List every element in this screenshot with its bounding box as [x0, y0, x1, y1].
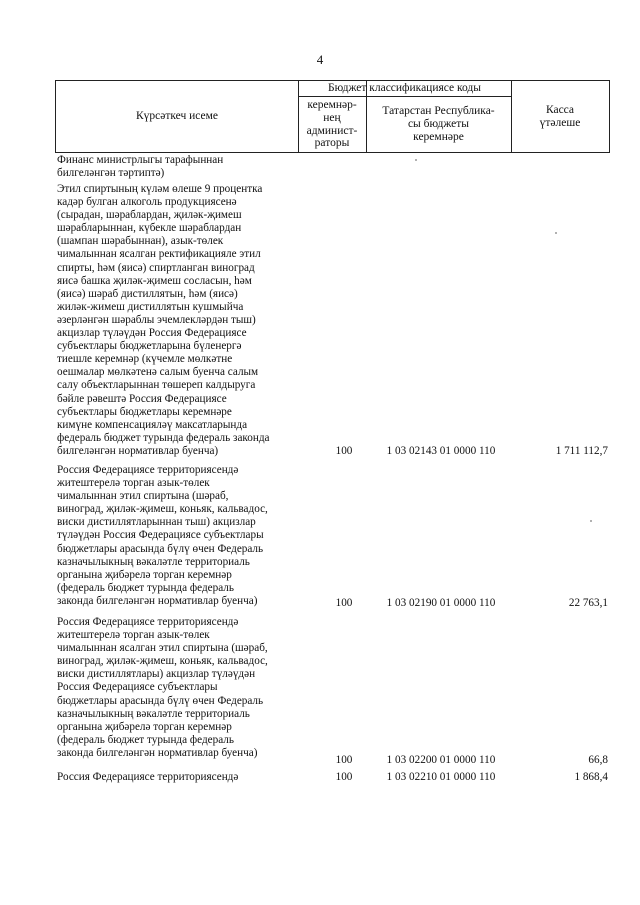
row-indicator-text: Россия Федерациясе территориясендә [57, 771, 239, 783]
scan-speck [590, 520, 592, 522]
scan-speck [555, 232, 557, 234]
header-admin: керемнәр- нең админист- раторы [306, 98, 358, 150]
row-amount: 22 763,1 [568, 597, 608, 609]
header-budget-codes: Бюджет классификациясе коды [328, 82, 481, 95]
row-revenue-code: 1 03 02190 01 0000 110 [386, 597, 496, 609]
row-admin-code: 100 [335, 754, 353, 766]
row-revenue-code: 1 03 02143 01 0000 110 [386, 445, 496, 457]
scan-speck [415, 159, 417, 161]
row-indicator-text: Этил спиртының күләм өлеше 9 процентка кадәр булган алкоголь продукциясенә (сырадан, шәраблардан, җиләк-җимеш шәрабларыннан, күбекле шәраблардан (шампан шәрабыннан), азык-төлек чималыннан ясалган ректификацияле этил спирты, һәм (яисә) спиртланган виноград яисә башка җиләк-җимеш сосласын, һәм (яисә) шәраб дистиллятын, һәм (яисә) жиләк-жимеш дистиллятын кушмыйча әзерләнгән шәраблы эчемлекләрдән тыш) акцизлар түләүдән Россия Федерациясе субъектлары бюджетларына бүленергә тиешле керемнәр (күчемле мөлкәтне оешмалар мөлкәтенә салым буенча салым салу объектларыннан төшереп калдыруга бәйле рәвештә Россия Федерациясе субъектлары бюджетлары керемнәре кимүне компенсацияләү максатларында федераль бюджет турында федераль законда билгеләнгән нормативлар буенча) [57, 183, 270, 457]
row-indicator-text: Россия Федерациясе территориясендә житештерелә торган азык-төлек чималыннан ясалган этил спиртына (шәраб, виноград, җиләк-җимеш, коньяк, кальвадос, виски дистиллятлары) акцизлар түләүдән Россия Федерациясе субъектлары бюджетлары арасында бүлү өчен Федераль казначылыкның вәкаләтле территориаль органына җибәрелә торган керемнәр (федераль бюджет турында федераль законда билгеләнгән нормативлар буенча) [57, 616, 268, 759]
row-revenue-code: 1 03 02210 01 0000 110 [386, 771, 496, 783]
header-revenue-code: Татарстан Республика- сы бюджеты керемнәре [382, 105, 495, 143]
row-admin-code: 100 [335, 597, 353, 609]
row-admin-code: 100 [335, 445, 353, 457]
row-indicator-text: Россия Федерациясе территориясендә житештерелә торган азык-төлек чималыннан этил спиртына (шәраб, виноград, җиләк-җимеш, коньяк, кальвадос, виски дистиллятларыннан тыш) акцизлар түләүдән Россия Федерациясе субъектлары бюджетлары арасында бүлү өчен Федераль казначылыкның вәкаләтле территориаль органына җибәрелә торган керемнәр (федераль бюджет турында федераль законда билгеләнгән нормативлар буенча) [57, 464, 268, 607]
page-number: 4 [316, 52, 324, 67]
table-header [55, 80, 610, 153]
header-indicator-name: Күрсәткеч исеме [135, 110, 219, 123]
row-amount: 66,8 [588, 754, 608, 766]
row-indicator-text: Финанс министрлыгы тарафыннан билгеләнгән тәртиптә) [57, 154, 224, 180]
row-revenue-code: 1 03 02200 01 0000 110 [386, 754, 496, 766]
header-cash-execution: Касса үтәлеше [539, 103, 581, 129]
row-admin-code: 100 [335, 771, 353, 783]
row-amount: 1 868,4 [574, 771, 608, 783]
row-amount: 1 711 112,7 [555, 445, 608, 457]
